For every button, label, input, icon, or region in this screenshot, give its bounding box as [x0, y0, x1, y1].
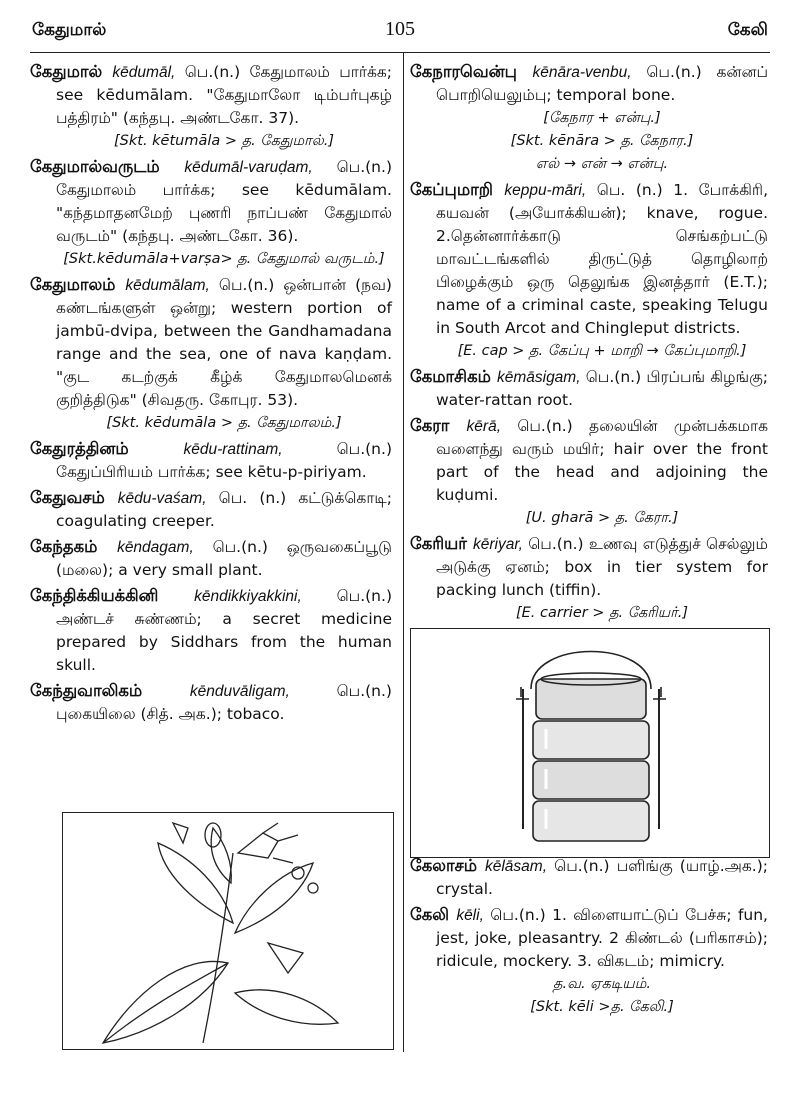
dictionary-entry	[30, 273, 392, 435]
etymology: [Skt.kēdumāla+varṣa> த. கேதுமால் வருடம்.]	[63, 251, 385, 267]
dictionary-entry	[410, 178, 768, 363]
transliteration: kērā,	[466, 418, 502, 435]
definition: பெ.(n.) புகையிலை (சித். அக.); tobaco.	[56, 682, 392, 723]
headword: கேரா	[410, 416, 467, 435]
dictionary-entry	[30, 535, 392, 582]
tiffin-carrier-illustration	[410, 628, 770, 858]
transliteration: kēdu-rattinam,	[183, 441, 283, 458]
headword: கேதுரத்தினம்	[30, 439, 184, 458]
tobacco-plant-icon	[63, 813, 393, 1049]
etymology: த.வ. ஏகடியம்.	[553, 976, 651, 992]
dictionary-entry	[410, 532, 768, 625]
etymology: [E. cap > த. கேப்பு + மாறி → கேப்புமாறி.]	[457, 343, 747, 359]
headword: கேப்புமாறி	[410, 180, 505, 199]
transliteration: kēdumāl-varuḍam,	[184, 159, 313, 176]
definition: பெ.(n.) ஒருவகைப்பூடு (மலை); a very small plant.	[56, 538, 392, 579]
headword: கேதுவசம்	[30, 488, 118, 507]
headword: கேதுமாலம்	[30, 275, 126, 294]
headword: கேதுமால்வருடம்	[30, 157, 185, 176]
transliteration: kēlāsam,	[484, 858, 548, 875]
etymology: [Skt. kēdumāla > த. கேதுமாலம்.]	[106, 415, 342, 431]
right-column	[410, 60, 768, 627]
header-rule	[30, 52, 770, 53]
tobacco-plant-illustration	[62, 812, 394, 1050]
transliteration: keppu-māri,	[504, 182, 587, 199]
definition: பெ.(n.) 1. விளையாட்டுப் பேச்சு; fun, jest, joke, pleasantry. 2 கிண்டல் (பரிகாசம்); ridicule, mockery. 3. விகடம்; mimicry.	[436, 906, 768, 970]
headword: கேரியர்	[410, 534, 473, 553]
transliteration: kēndikkiyakkini,	[194, 588, 302, 605]
definition: பெ. (n.) 1. போக்கிரி, கயவன் (அயோக்கியன்); knave, rogue. 2.தென்னார்க்காடு செங்கற்பட்டு மாவட்டங்களில் திருட்டுத் தொழிலாற் பிழைக்கும் ஒரு தெலுங்க இனத்தார் (E.T.); name of a criminal caste, speaking Telugu in South Arcot and Chingleput districts.	[436, 181, 768, 337]
transliteration: kēndagam,	[117, 539, 194, 556]
dictionary-entry	[30, 60, 392, 153]
transliteration: kēdu-vaśam,	[117, 490, 207, 507]
headword: கேந்துவாலிகம்	[30, 681, 190, 700]
definition: பெ.(n.) உணவு எடுத்துச் செல்லும் அடுக்கு ஏனம்; box in tier system for packing lunch (tiffin).	[436, 535, 768, 599]
dictionary-entry	[410, 903, 768, 1019]
definition: பெ.(n.) கன்னப் பொறியெலும்பு; temporal bone.	[436, 63, 769, 104]
etymology: [Skt. kēnāra > த. கேநார.]	[510, 133, 694, 149]
etymology: [Skt. kēli >த. கேலி.]	[530, 999, 674, 1015]
dictionary-entry	[410, 414, 768, 530]
dictionary-entry	[410, 365, 768, 412]
definition: பெ.(n.) பளிங்கு (யாழ்.அக.); crystal.	[436, 857, 768, 898]
etymology: [U. gharā > த. கேரா.]	[525, 510, 679, 526]
headword: கேலி	[410, 905, 457, 924]
headword: கேந்தகம்	[30, 537, 118, 556]
dictionary-entry	[410, 854, 768, 901]
page-number: 105	[385, 18, 415, 40]
dictionary-entry	[30, 155, 392, 271]
transliteration: kēriyar,	[473, 536, 523, 553]
tiffin-carrier-icon	[411, 629, 769, 857]
transliteration: kēli,	[456, 907, 484, 924]
etymology: [E. carrier > த. கேரியர்.]	[515, 605, 689, 621]
headword: கேநாரவென்பு	[410, 62, 533, 81]
transliteration: kēdumāl,	[112, 64, 176, 81]
transliteration: kēdumālam,	[125, 277, 210, 294]
dictionary-entry	[30, 679, 392, 726]
etymology: [கேநார + என்பு.]	[543, 110, 661, 126]
transliteration: kēnduvāligam,	[189, 683, 290, 700]
definition: பெ.(n.) ஒன்பான் (நவ) கண்டங்களுள் ஒன்று; western portion of jambū-dvipa, between the Gandhamadana range and the sea, one of nava kaṇḍam. "குட கடற்குக் கீழ்க் கேதுமாலமெனக் குறித்திடுக" (சிவதரு. கோபுர. 53).	[56, 276, 392, 409]
dictionary-entry	[30, 437, 392, 484]
column-divider	[403, 52, 404, 1052]
dictionary-entry	[30, 486, 392, 533]
transliteration: kēmāsigam,	[496, 369, 581, 386]
headword: கேதுமால்	[30, 62, 113, 81]
etymology: [Skt. kētumāla > த. கேதுமால்.]	[114, 133, 334, 149]
dictionary-entry	[410, 60, 768, 176]
left-column	[30, 60, 392, 728]
definition: பெ.(n.) கேதுப்பிரியம் பார்க்க; see kētu-p-piriyam.	[56, 440, 392, 481]
header-left-word: கேதுமால்	[32, 20, 107, 40]
definition: பெ.(n.) கேதுமாலம் பார்க்க; see kēdumālam. "கந்தமாதனமேற் புணரி நாப்பண் கேதுமால் வருடம்" (கந்தபு. அண்டகோ. 36).	[56, 158, 392, 245]
headword: கேமாசிகம்	[410, 367, 497, 386]
headword: கேந்திக்கியக்கினி	[30, 586, 195, 605]
definition: பெ.(n.) அண்டச் சுண்ணம்; a secret medicine prepared by Siddhars from the human skull.	[56, 587, 392, 674]
header-right-word: கேலி	[727, 20, 768, 40]
etymology: எல் → என் → என்பு.	[535, 156, 669, 172]
page-header	[0, 18, 800, 48]
definition: பெ.(n.) கேதுமாலம் பார்க்க; see kēdumālam. "கேதுமாலோ டிம்பர்புகழ் பத்திரம்" (கந்தபு. அண்டகோ. 37).	[56, 63, 393, 127]
headword: கேலாசம்	[410, 856, 485, 875]
right-column-lower	[410, 854, 768, 1021]
definition: பெ. (n.) கட்டுக்கொடி; coagulating creeper.	[56, 489, 392, 530]
dictionary-entry	[30, 584, 392, 677]
transliteration: kēnāra-venbu,	[532, 64, 632, 81]
definition: பெ.(n.) பிரப்பங் கிழங்கு; water-rattan root.	[436, 368, 768, 409]
definition: பெ.(n.) தலையின் முன்பக்கமாக வளைந்து வரும் மயிர்; hair over the front part of the head and adjoining the kuḍumi.	[436, 417, 768, 504]
